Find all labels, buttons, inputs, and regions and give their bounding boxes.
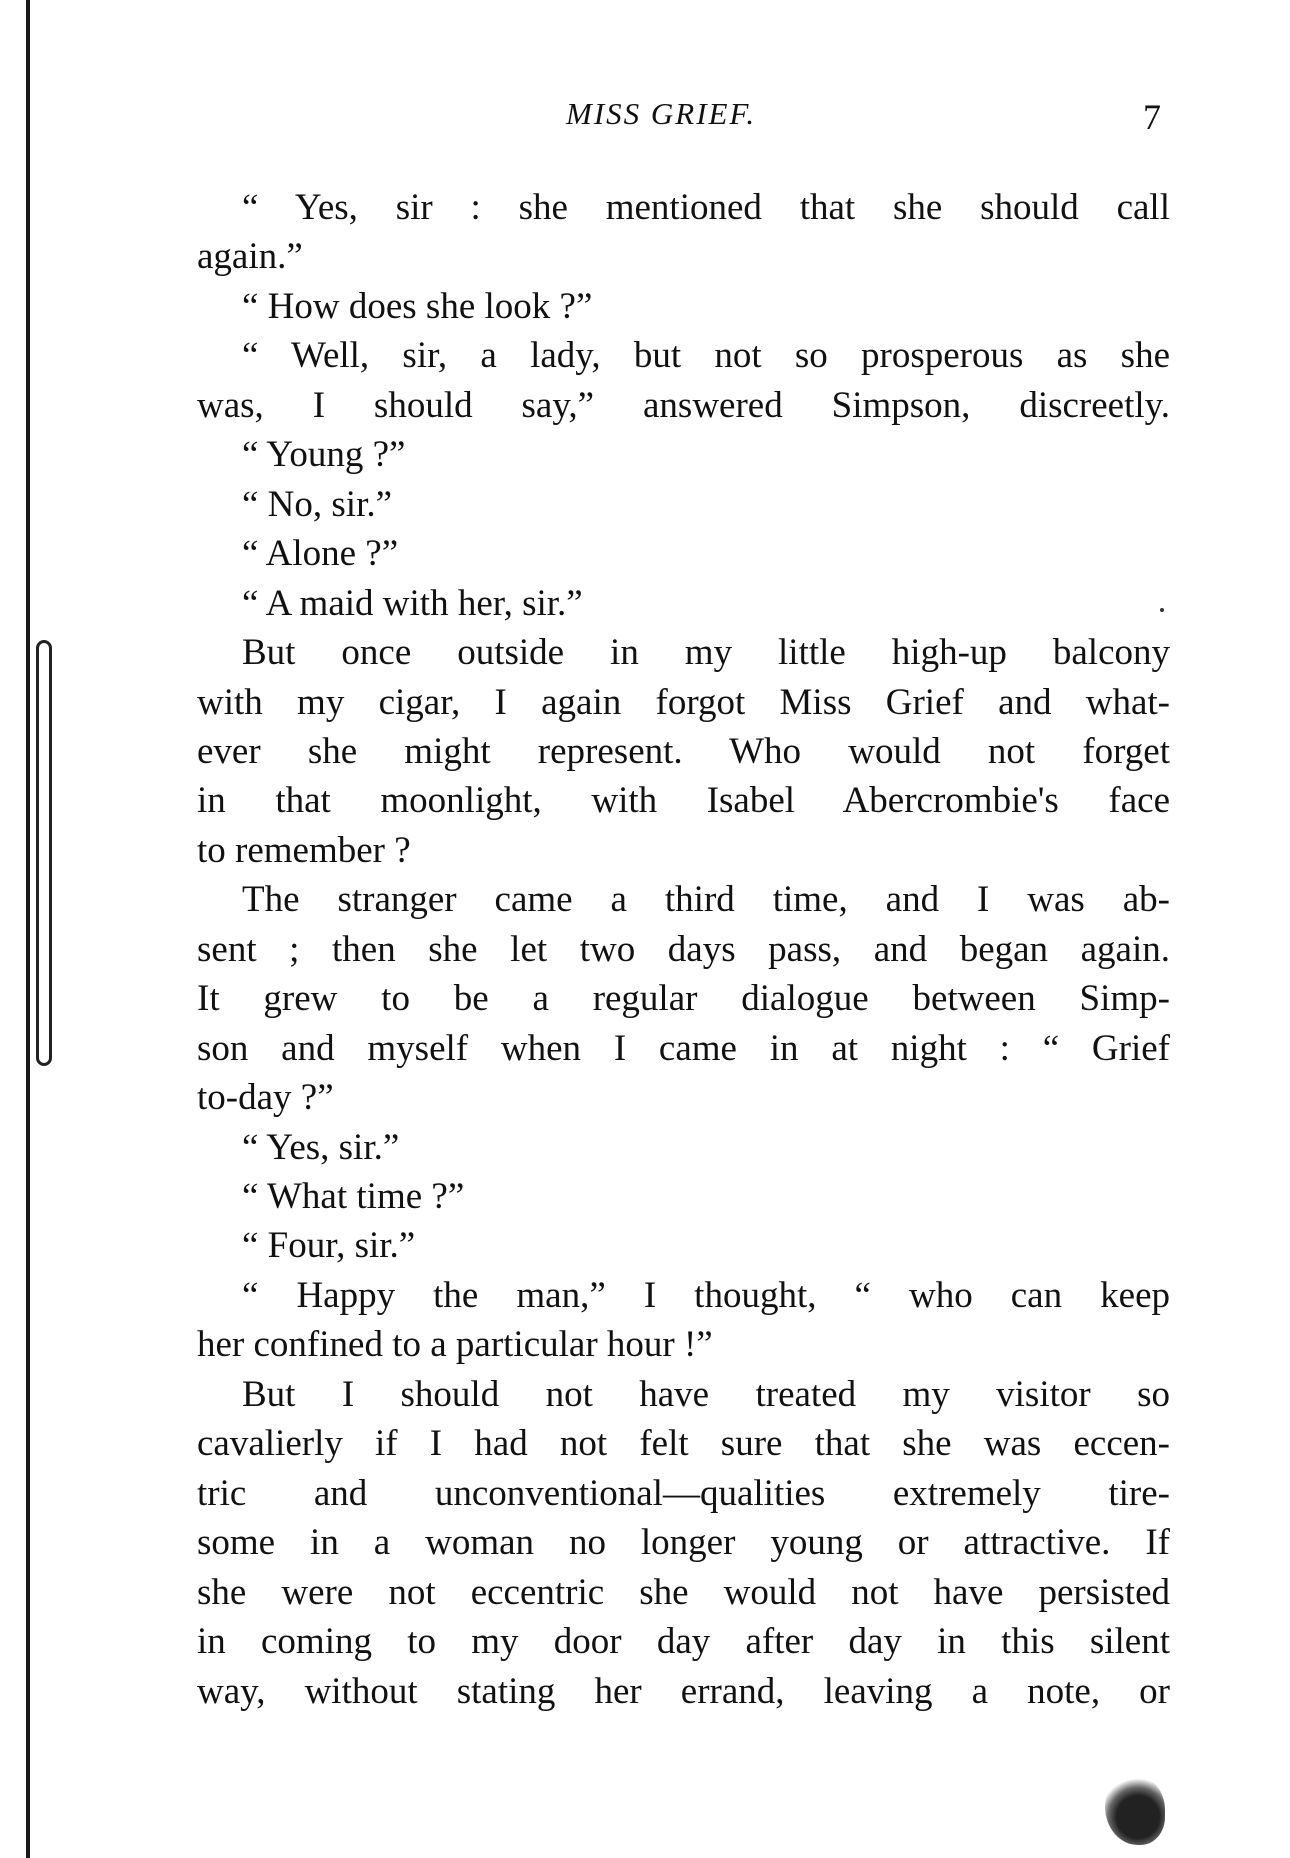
text-line: again.” <box>197 236 303 278</box>
text-line: “ Young ?” <box>242 434 406 476</box>
ink-blot <box>1105 1775 1165 1845</box>
text-line: “ Yes, sir : she mentioned that she should call <box>242 187 1170 228</box>
text-line: “ What time ?” <box>242 1176 465 1217</box>
text-line: But once outside in my little high-up balcony <box>242 632 1170 674</box>
ink-speck <box>1160 608 1164 612</box>
text-line: was, I should say,” answered Simpson, discreetly. <box>197 384 1170 426</box>
text-line: “ Well, sir, a lady, but not so prosperous as she <box>242 335 1170 377</box>
text-line: “ Four, sir.” <box>242 1225 416 1267</box>
text-line: she were not eccentric she would not have persisted <box>197 1571 1170 1613</box>
text-line: with my cigar, I again forgot Miss Grief and what- <box>197 681 1170 723</box>
text-line: It grew to be a regular dialogue between Simp- <box>197 978 1170 1020</box>
book-binding-edge <box>26 0 30 1858</box>
text-line: But I should not have treated my visitor so <box>242 1373 1170 1415</box>
binding-stitch <box>36 640 52 1066</box>
running-title: MISS GRIEF. <box>566 96 757 131</box>
text-line: to remember ? <box>197 829 411 871</box>
text-line: in coming to my door day after day in this silent <box>197 1621 1170 1663</box>
page-header <box>0 96 1290 146</box>
text-line: ever she might represent. Who would not forget <box>197 730 1170 772</box>
text-line: “ Alone ?” <box>242 533 399 575</box>
text-line: son and myself when I came in at night : “ Grief <box>197 1027 1170 1069</box>
text-line: “ A maid with her, sir.” <box>242 582 583 624</box>
text-line: way, without stating her errand, leaving a note, or <box>197 1670 1170 1712</box>
text-line: in that moonlight, with Isabel Abercrombie's face <box>197 780 1170 822</box>
text-line: some in a woman no longer young or attractive. If <box>197 1522 1170 1564</box>
text-line: The stranger came a third time, and I was ab- <box>242 879 1170 921</box>
text-line: “ How does she look ?” <box>242 285 593 327</box>
text-line: sent ; then she let two days pass, and began again. <box>197 928 1170 970</box>
text-line: “ No, sir.” <box>242 483 393 525</box>
page-number: 7 <box>1143 97 1161 137</box>
text-line: cavalierly if I had not felt sure that she was eccen- <box>197 1423 1170 1465</box>
text-line: to-day ?” <box>197 1077 334 1119</box>
text-line: tric and unconventional—qualities extremely tire- <box>197 1472 1170 1514</box>
text-line: “ Happy the man,” I thought, “ who can keep <box>242 1274 1170 1316</box>
text-line: her confined to a particular hour !” <box>197 1324 713 1366</box>
text-line: “ Yes, sir.” <box>242 1126 400 1168</box>
